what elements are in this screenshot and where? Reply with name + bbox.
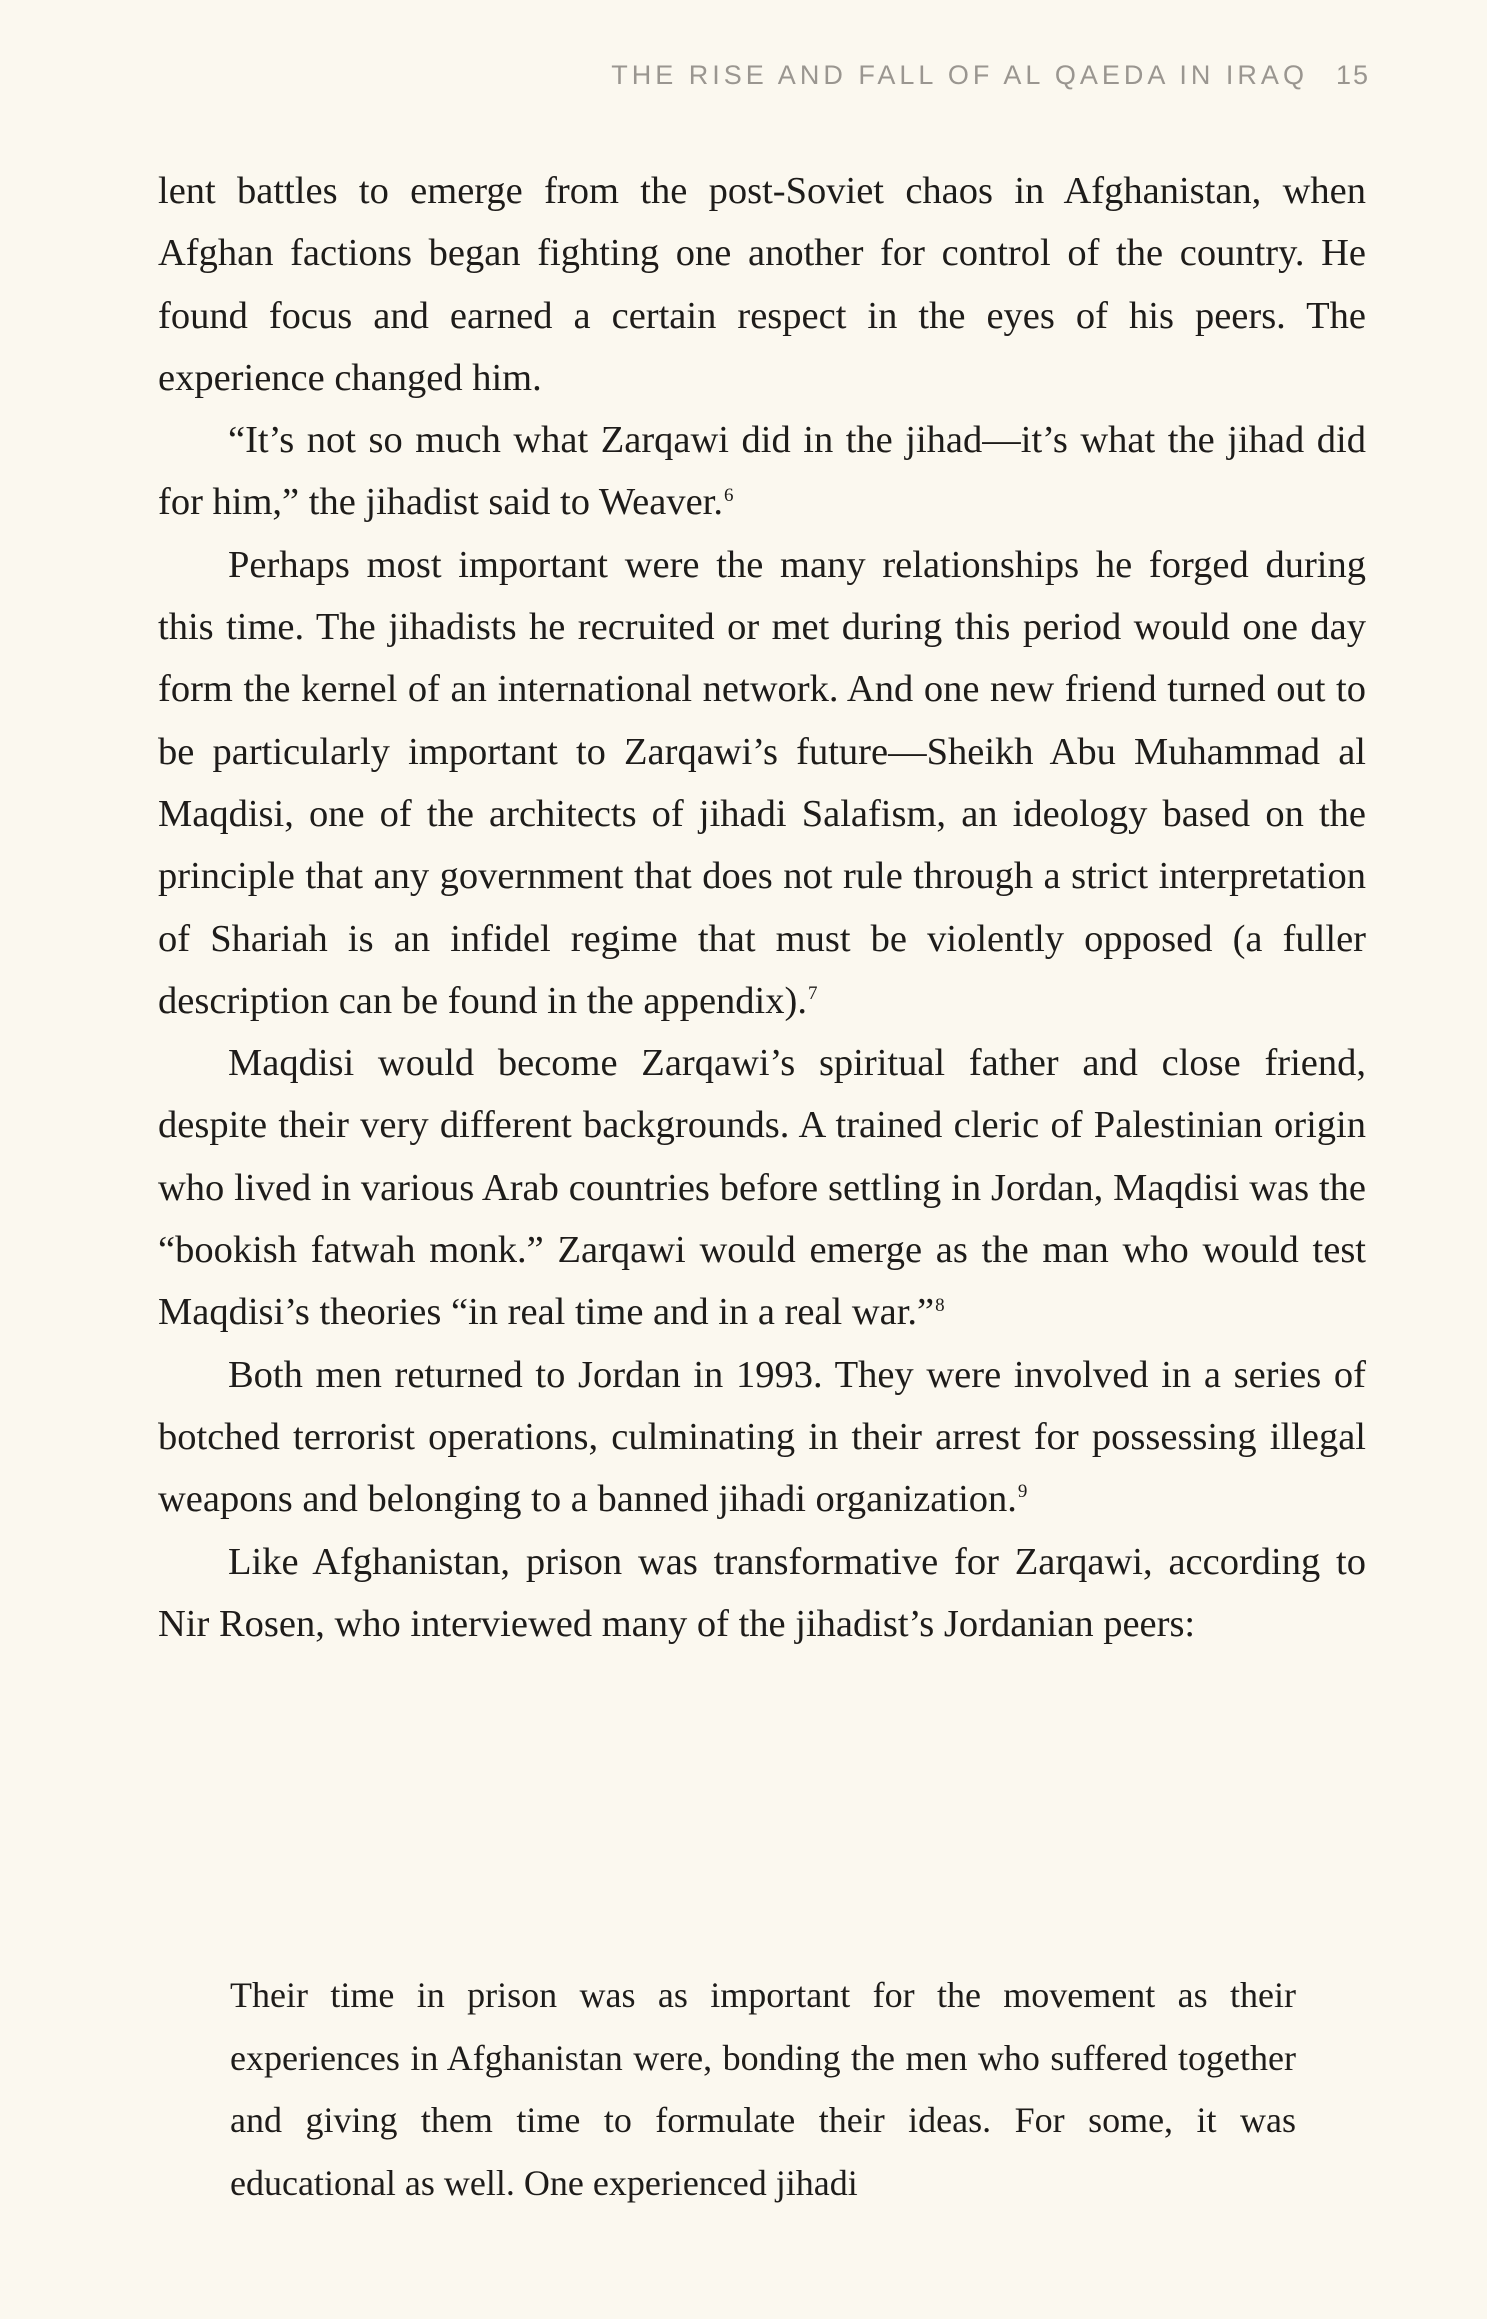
footnote-ref-6: 6 xyxy=(724,484,734,506)
block-quote xyxy=(230,1964,1296,2214)
paragraph-3 xyxy=(158,534,1366,1032)
paragraph-5-text: Both men returned to Jordan in 1993. They were involved in a series of botched terrorist operations, culminating in their arrest for possessing illegal weapons and belonging to a banned jihadi organization. xyxy=(158,1353,1366,1521)
footnote-ref-7: 7 xyxy=(807,983,818,1005)
paragraph-1-text: lent battles to emerge from the post-Soviet chaos in Afghanistan, when Afghan factions began fighting one another for control of the country. He found focus and earned a certain respect in the eyes of his peers. The experience changed him. xyxy=(158,170,1366,399)
block-quote-text: Their time in prison was as important for the movement as their experiences in Afghanistan were, bonding the men who suffered together and giving them time to formulate their ideas. For some, it was educational as well. One experienced jihadi xyxy=(230,1975,1296,2203)
running-head xyxy=(0,60,1370,91)
paragraph-1 xyxy=(158,160,1366,409)
paragraph-4-text: Maqdisi would become Zarqawi’s spiritual father and close friend, despite their very different backgrounds. A trained cleric of Palestinian origin who lived in various Arab countries before settling in Jordan, Maqdisi was the “bookish fatwah monk.” Zarqawi would emerge as the man who would test Maqdisi’s theories “in real time and in a real war.” xyxy=(158,1042,1366,1334)
paragraph-2 xyxy=(158,409,1366,534)
paragraph-6-text: Like Afghanistan, prison was transformative for Zarqawi, according to Nir Rosen, who interviewed many of the jihadist’s Jordanian peers: xyxy=(158,1540,1366,1645)
footnote-ref-9: 9 xyxy=(1017,1481,1028,1503)
paragraph-2-text: “It’s not so much what Zarqawi did in the jihad—it’s what the jihad did for him,” the jihadist said to Weaver. xyxy=(158,419,1366,524)
paragraph-4 xyxy=(158,1032,1366,1343)
page-number: 15 xyxy=(1335,60,1370,90)
running-title: THE RISE AND FALL OF AL QAEDA IN IRAQ xyxy=(611,60,1308,90)
paragraph-6 xyxy=(158,1531,1366,1656)
body-text xyxy=(158,160,1366,1655)
paragraph-3-text: Perhaps most important were the many relationships he forged during this time. The jihadists he recruited or met during this period would one day form the kernel of an international network. And one new friend turned out to be particularly important to Zarqawi’s future—Sheikh Abu Muhammad al Maqdisi, one of the architects of jihadi Salafism, an ideology based on the principle that any government that does not rule through a strict interpretation of Shariah is an infidel regime that must be violently opposed (a fuller description can be found in the appendix). xyxy=(158,543,1366,1022)
paragraph-5 xyxy=(158,1344,1366,1531)
footnote-ref-8: 8 xyxy=(935,1294,945,1316)
